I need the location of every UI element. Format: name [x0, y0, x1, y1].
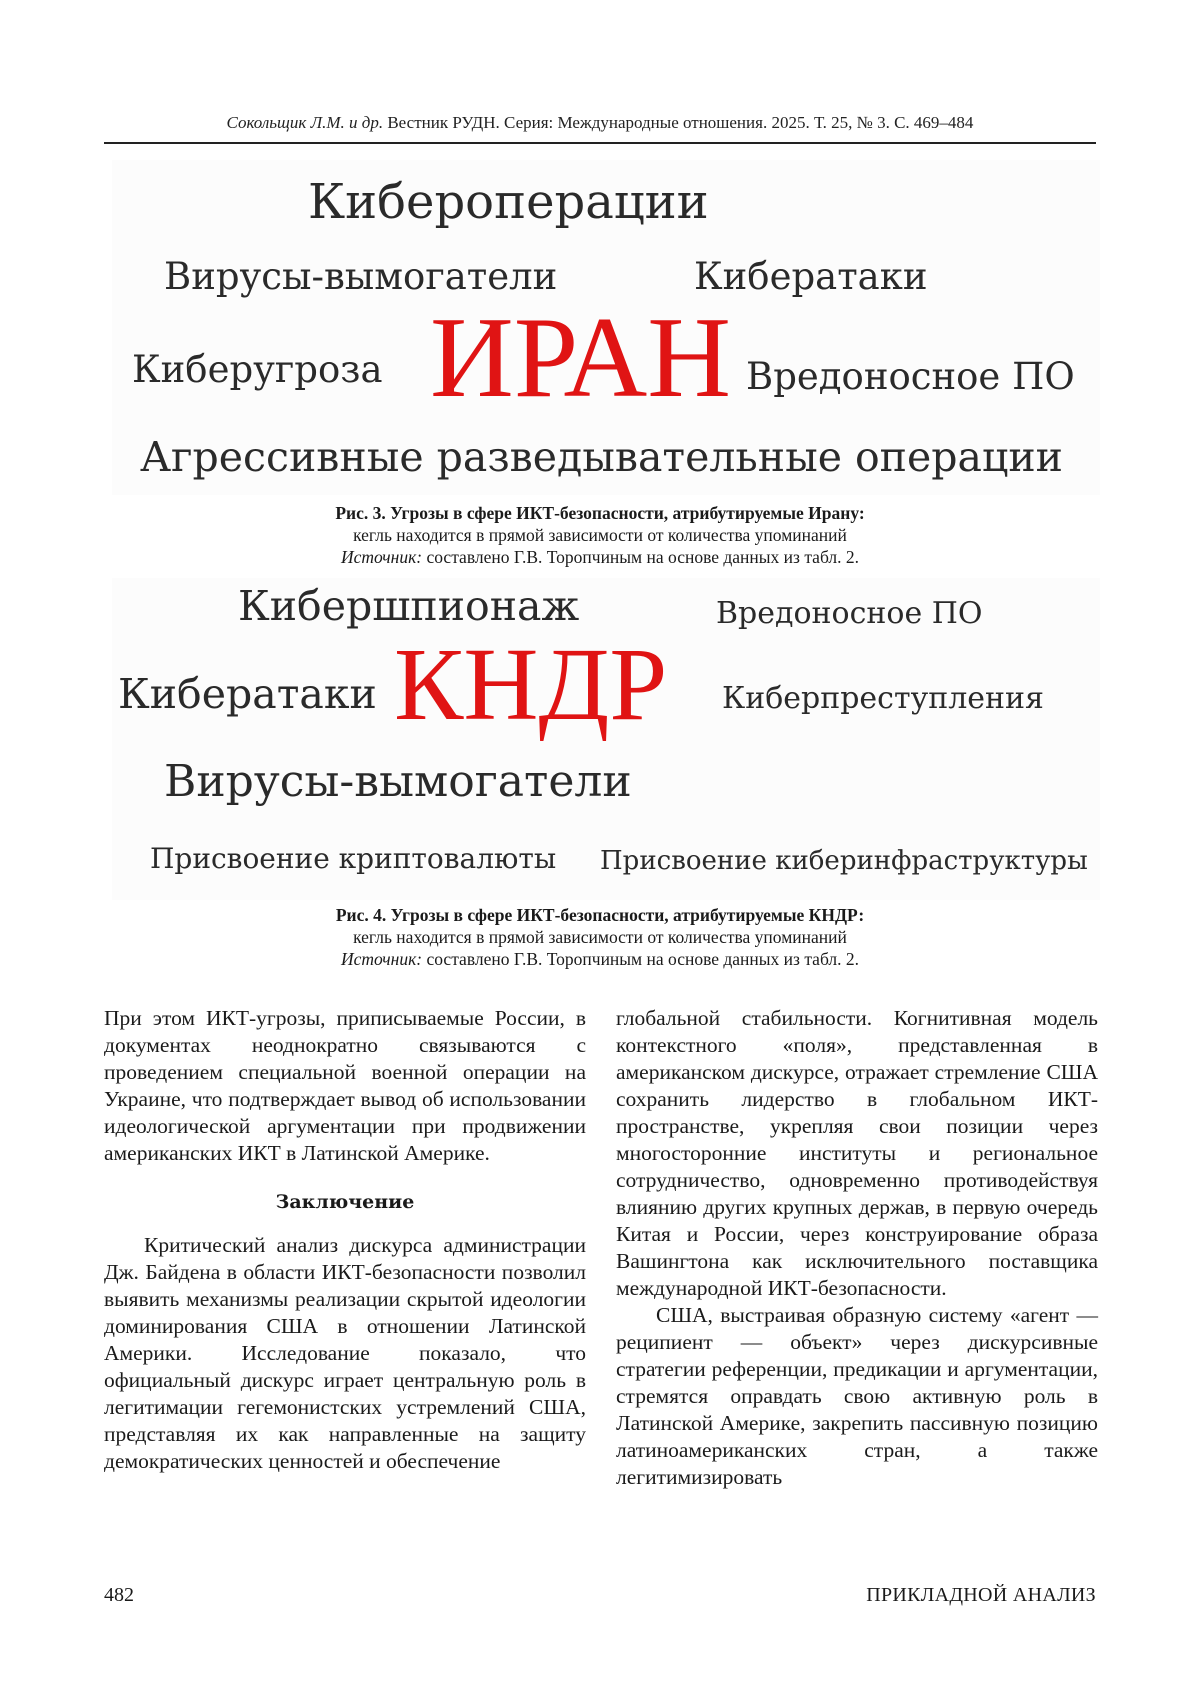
- cloud-word: Киберугроза: [132, 348, 383, 391]
- caption-title: Рис. 4. Угрозы в сфере ИКТ-безопасности, атрибутируемые КНДР:: [335, 905, 865, 925]
- body-paragraph: При этом ИКТ-угрозы, приписываемые России, в документах неоднократно связываются с проведением специальной военной операции на Украине, что подтверждает вывод об использовании идеологической аргументации при продвижении американских ИКТ в Латинской Америке.: [104, 1006, 586, 1165]
- figure-4-caption: [104, 904, 1096, 970]
- caption-source-label: Источник:: [340, 547, 423, 567]
- caption-source-label: Источник:: [340, 949, 423, 969]
- header-rule: [104, 142, 1096, 144]
- cloud-word: Кибершпионаж: [238, 582, 580, 630]
- caption-source-text: составлено Г.В. Торопчиным на основе данных из табл. 2.: [422, 547, 860, 567]
- body-paragraph: Критический анализ дискурса администрации Дж. Байдена в области ИКТ-безопасности позволил выявить механизмы реализации скрытой идеологии доминирования США в отношении Латинской Америки. Исследование показало, что официальный дискурс играет центральную роль в легитимации гегемонистских устремлений США, представляя их как направленные на защиту демократических ценностей и обеспечение: [104, 1233, 586, 1473]
- figure-3-word-cloud: [112, 160, 1100, 495]
- caption-description: кегль находится в прямой зависимости от количества упоминаний: [353, 927, 847, 947]
- caption-source: [104, 546, 1096, 568]
- cloud-word: Вредоносное ПО: [746, 355, 1075, 398]
- header-authors: Сокольщик Л.М. и др.: [226, 113, 384, 132]
- figure-4-word-cloud: [112, 578, 1100, 900]
- running-header: [104, 113, 1096, 133]
- body-paragraph: глобальной стабильности. Когнитивная модель контекстного «поля», представленная в американском дискурсе, отражает стремление США сохранить лидерство в глобальном ИКТ-пространстве, укрепляя свои позиции через многосторонние институты и региональное сотрудничество, одновременно противодействуя влиянию других крупных держав, в первую очередь Китая и России, через конструирование образа Вашингтона как исключительного поставщика международной ИКТ-безопасности.: [616, 1006, 1098, 1300]
- body-paragraph: США, выстраивая образную систему «агент — реципиент — объект» через дискурсивные стратегии референции, предикации и аргументации, стремятся оправдать свою активную роль в Латинской Америке, закрепить пассивную позицию латиноамериканских стран, а также легитимизировать: [616, 1303, 1098, 1489]
- cloud-word: Агрессивные разведывательные операции: [140, 433, 1063, 481]
- section-heading: Заключение: [275, 1191, 415, 1213]
- page-number: 482: [104, 1584, 134, 1606]
- cloud-word: Киберпреступления: [722, 681, 1044, 716]
- caption-source-text: составлено Г.В. Торопчиным на основе данных из табл. 2.: [422, 949, 860, 969]
- cloud-word: Вирусы-вымогатели: [164, 756, 632, 807]
- cloud-word: Кибероперации: [308, 174, 709, 230]
- cloud-center-word: КНДР: [394, 627, 668, 742]
- right-column: [616, 1005, 1098, 1491]
- left-column: [104, 1005, 586, 1475]
- cloud-center-word: ИРАН: [430, 294, 731, 422]
- cloud-word: Кибератаки: [694, 255, 928, 298]
- header-citation: Вестник РУДН. Серия: Международные отношения. 2025. Т. 25, № 3. С. 469–484: [387, 113, 974, 132]
- caption-source: [104, 948, 1096, 970]
- cloud-word: Вредоносное ПО: [716, 596, 983, 631]
- caption-title: Рис. 3. Угрозы в сфере ИКТ-безопасности, атрибутируемые Ирану:: [335, 503, 865, 523]
- section-name: ПРИКЛАДНОЙ АНАЛИЗ: [866, 1584, 1096, 1606]
- cloud-word: Вирусы-вымогатели: [164, 255, 558, 298]
- figure-3-caption: [104, 502, 1096, 568]
- cloud-word: Присвоение криптовалюты: [150, 842, 557, 875]
- caption-description: кегль находится в прямой зависимости от количества упоминаний: [353, 525, 847, 545]
- cloud-word: Кибератаки: [118, 670, 377, 718]
- cloud-word: Присвоение киберинфраструктуры: [600, 846, 1088, 876]
